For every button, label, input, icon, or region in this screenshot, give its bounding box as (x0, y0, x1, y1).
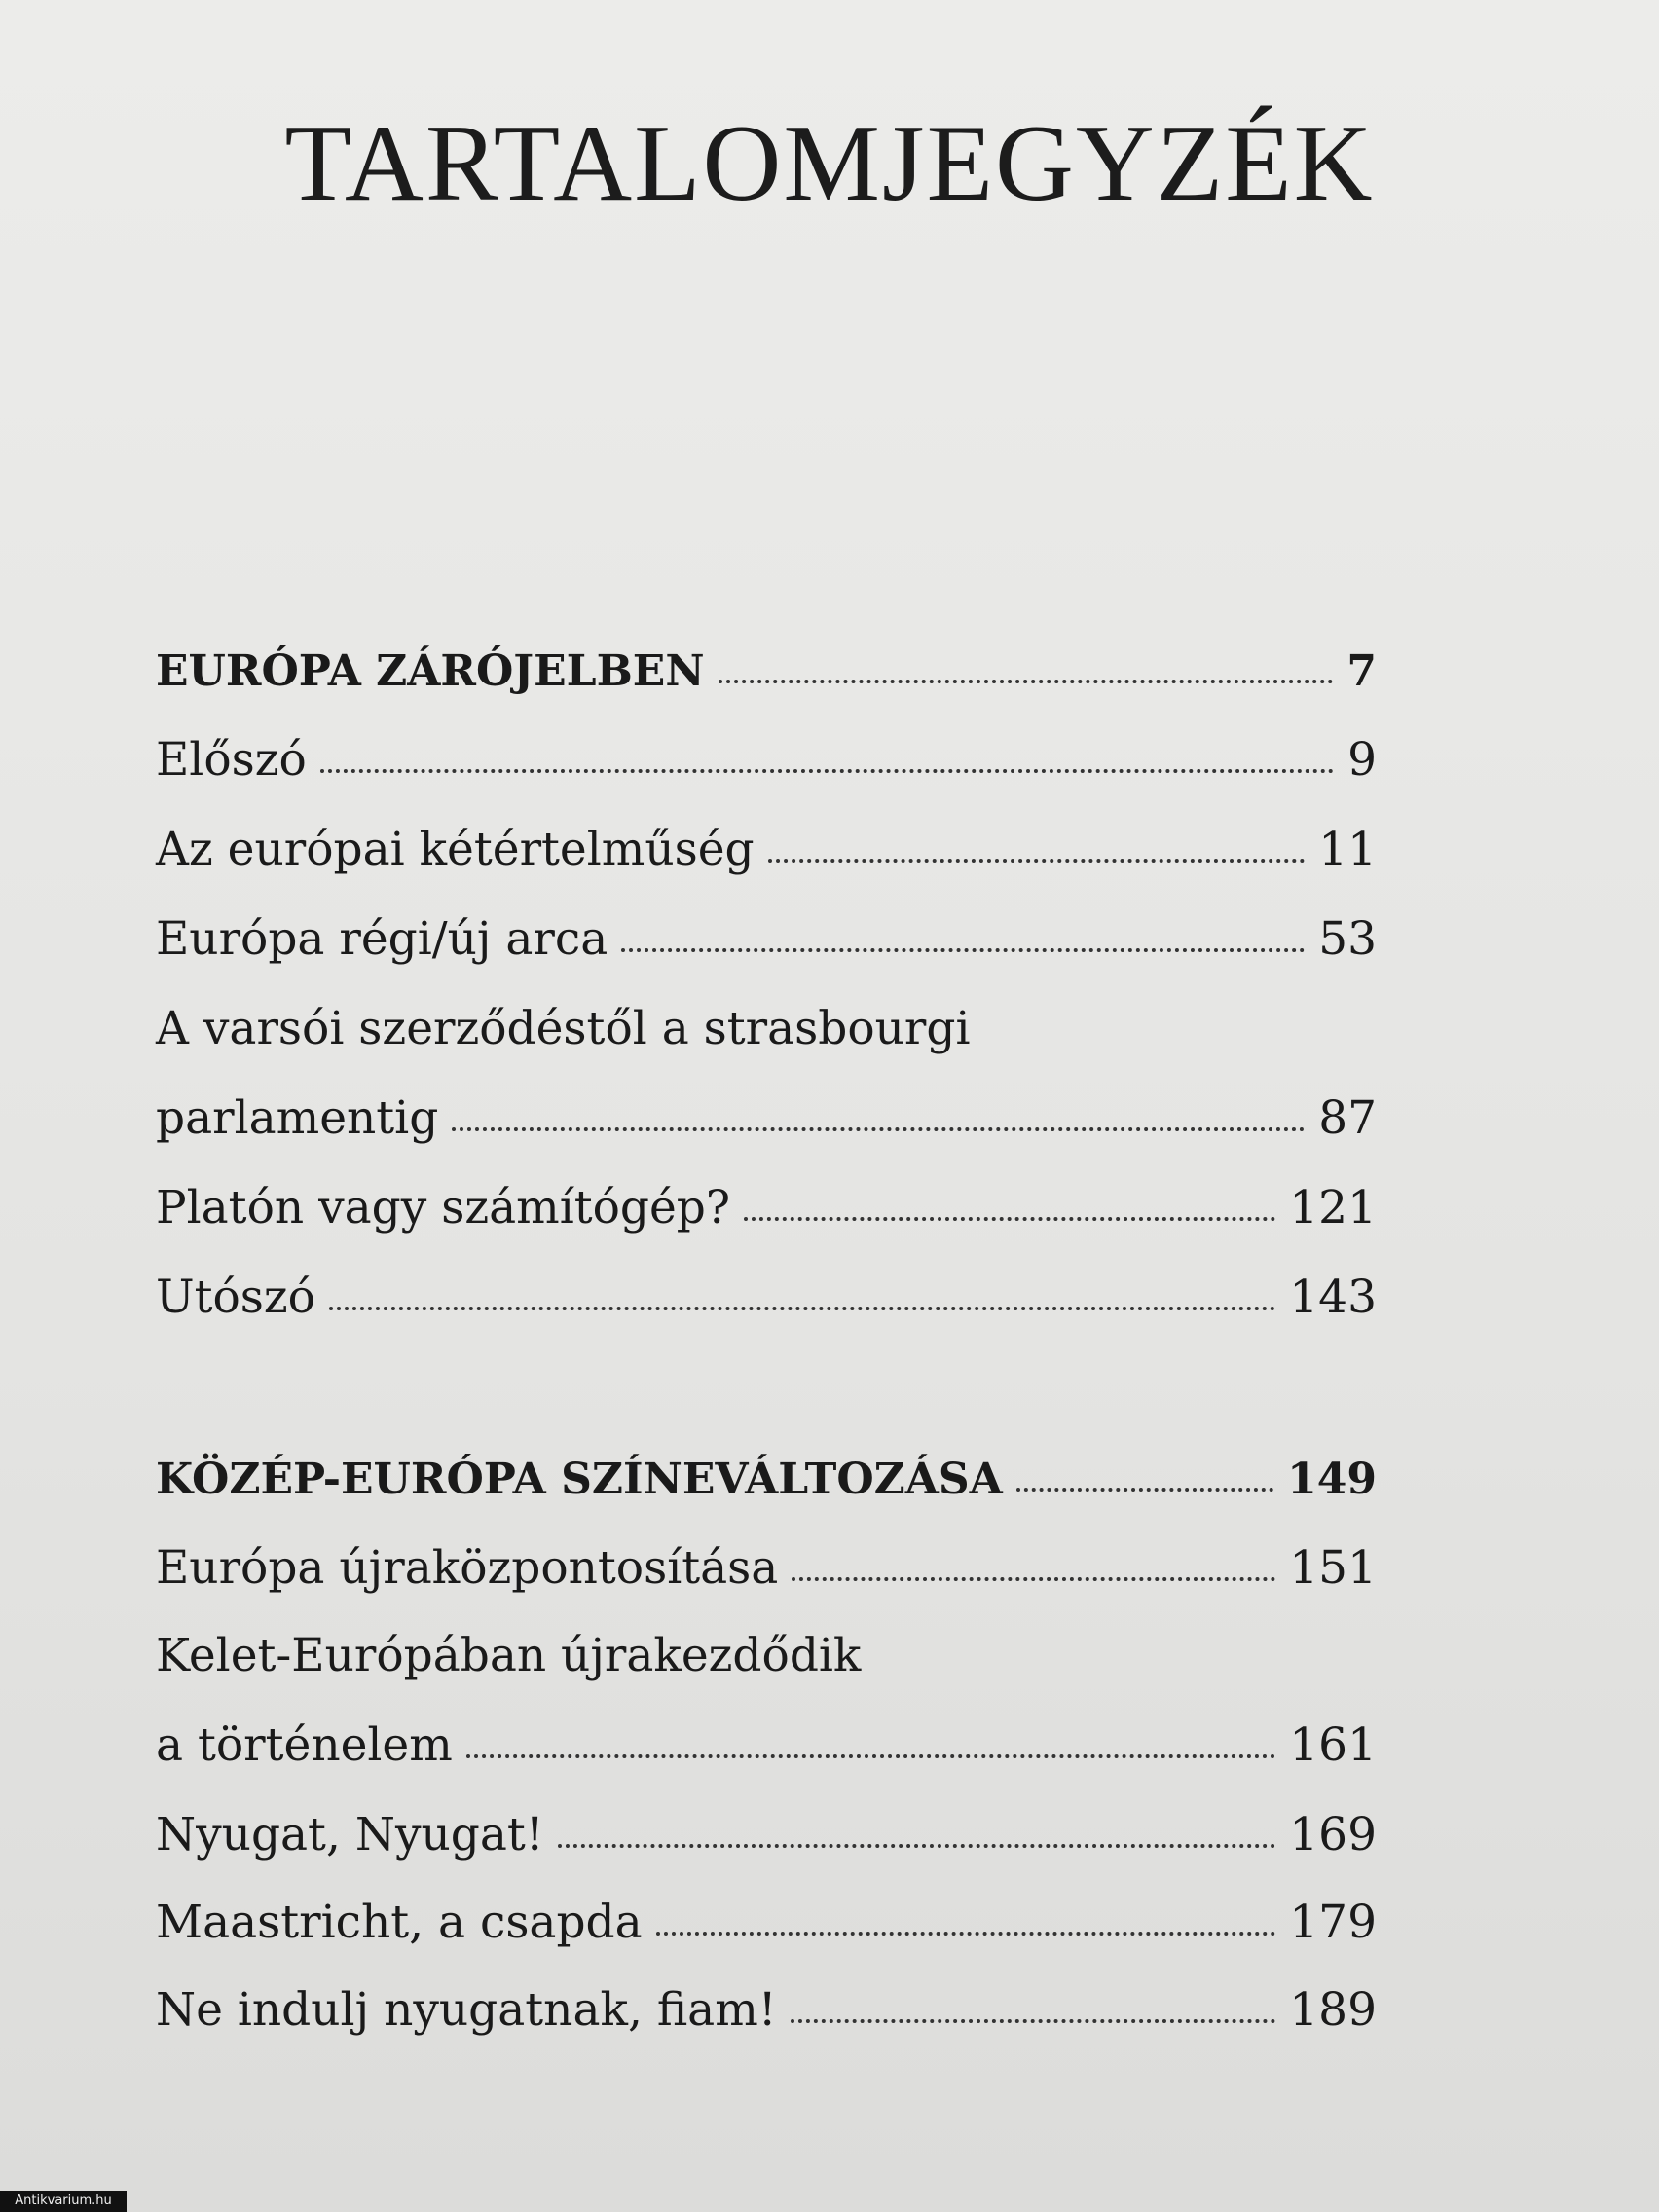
page-title: TARTALOMJEGYZÉK (284, 103, 1375, 224)
dot-leader (744, 1217, 1275, 1221)
toc-section-heading[interactable] (156, 1439, 1377, 1504)
toc-entry-label: Platón vagy számítógép? (156, 1181, 731, 1235)
toc-page-number: 87 (1318, 1091, 1377, 1145)
toc-entry-label: Európa újraközpontosítása (156, 1541, 779, 1595)
toc-entry[interactable] (156, 810, 1377, 876)
dot-leader (320, 769, 1334, 773)
toc-page-number: 11 (1318, 823, 1377, 876)
toc-page-number: 189 (1289, 1983, 1377, 2037)
toc-page-number: 151 (1289, 1541, 1377, 1595)
toc-entry-label: Előszó (156, 733, 307, 787)
toc-entry-label: Ne indulj nyugatnak, fiam! (156, 1983, 777, 2037)
toc-section-label: KÖZÉP-EURÓPA SZÍNEVÁLTOZÁSA (156, 1455, 1003, 1504)
dot-leader (329, 1307, 1275, 1310)
toc-entry[interactable] (156, 1079, 1377, 1145)
toc-entry-label: Utószó (156, 1271, 315, 1324)
toc-page-number: 149 (1287, 1455, 1377, 1504)
dot-leader (719, 680, 1334, 683)
toc-page-number: 169 (1289, 1808, 1377, 1862)
toc-page-number: 9 (1347, 733, 1377, 787)
toc-entry[interactable] (156, 720, 1377, 787)
toc-entry-label: Nyugat, Nyugat! (156, 1808, 544, 1862)
dot-leader (768, 859, 1306, 863)
toc-page-number: 161 (1289, 1718, 1377, 1772)
toc-entry[interactable] (156, 1168, 1377, 1235)
toc-section-label: EURÓPA ZÁRÓJELBEN (156, 646, 705, 696)
dot-leader (558, 1844, 1276, 1848)
toc-entry[interactable] (156, 1971, 1377, 2037)
toc-entry-label: Európa régi/új arca (156, 912, 608, 966)
watermark-label: Antikvarium.hu (0, 2191, 127, 2212)
toc-entry-label: Az európai kétértelműség (156, 823, 755, 876)
toc-entry[interactable] (156, 1529, 1377, 1595)
dot-leader (792, 1577, 1275, 1581)
toc-page-number: 53 (1318, 912, 1377, 966)
dot-leader (621, 948, 1305, 952)
toc-entry-label: Kelet-Európában újrakezdődik (156, 1629, 862, 1682)
toc-entry[interactable] (156, 1883, 1377, 1949)
toc-page-number: 179 (1289, 1896, 1377, 1949)
toc-page-number: 143 (1289, 1271, 1377, 1324)
dot-leader (466, 1754, 1275, 1758)
toc-section-heading[interactable] (156, 631, 1377, 696)
toc-entry[interactable] (156, 1795, 1377, 1862)
toc-entry[interactable] (156, 900, 1377, 966)
toc-page-number: 121 (1289, 1181, 1377, 1235)
toc-entry-continuation: a történelem (156, 1718, 453, 1772)
dot-leader (1016, 1488, 1273, 1492)
dot-leader (452, 1127, 1305, 1131)
toc-page-number: 7 (1346, 646, 1377, 696)
toc-entry-first-line[interactable] (156, 989, 1377, 1055)
toc-entry-first-line[interactable] (156, 1616, 1377, 1682)
toc-entry-label: Maastricht, a csapda (156, 1896, 643, 1949)
toc-entry[interactable] (156, 1706, 1377, 1772)
toc-entry[interactable] (156, 1258, 1377, 1324)
dot-leader (791, 2019, 1276, 2023)
dot-leader (656, 1932, 1276, 1936)
toc-entry-label: A varsói szerződéstől a strasbourgi (156, 1002, 971, 1055)
toc-entry-continuation: parlamentig (156, 1091, 439, 1145)
